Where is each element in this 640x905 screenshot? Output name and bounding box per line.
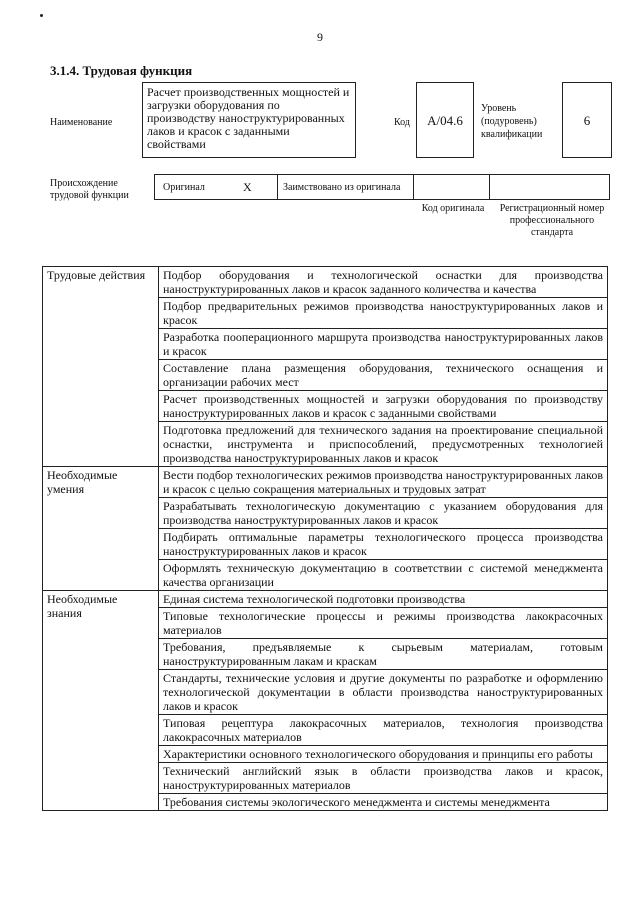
- table-row: Подбор оборудования и технологической оснастки для производства наноструктурированных лаков и красок заданного количества и качества: [163, 268, 603, 296]
- page-number: 9: [317, 30, 323, 44]
- code-value: А/04.6: [416, 82, 474, 158]
- original-mark: X: [243, 180, 252, 194]
- origin-box: [154, 174, 610, 200]
- group-required-skills: [43, 466, 607, 590]
- table-row: Характеристики основного технологического оборудования и принципы его работы: [159, 745, 607, 762]
- table-row: Требования, предъявляемые к сырьевым материалам, готовым наноструктурированным лакам и краскам: [159, 638, 607, 669]
- code-original-caption: Код оригинала: [421, 203, 485, 214]
- reg-number-caption: Регистрационный номер профессионального стандарта: [499, 203, 605, 238]
- table-row: Стандарты, технические условия и другие документы по разработке и оформлению технологической документации в области производства наноструктурированных лаков и красок: [159, 669, 607, 714]
- table-row: Единая система технологической подготовки производства: [163, 592, 466, 606]
- table-row: Оформлять техническую документацию в соответствии с системой менеджмента качества организации: [159, 559, 607, 590]
- group-required-knowledge: [43, 590, 607, 810]
- table-row: Технический английский язык в области производства лаков и красок, наноструктурированных материалов: [159, 762, 607, 793]
- borrowed-label: Заимствовано из оригинала: [283, 182, 401, 193]
- table-row: Подбор предварительных режимов производства наноструктурированных лаков и красок: [159, 297, 607, 328]
- function-name: Расчет производственных мощностей и загрузки оборудования по производству наноструктурированных лаков и красок с заданными свойствами: [142, 82, 356, 158]
- table-row: Подготовка предложений для технического задания на проектирование специальной оснастки, инструмента и приспособлений, предусмотренных технологией производства наноструктурированных лаков и красок: [159, 421, 607, 466]
- group-label: Необходимые знания: [43, 591, 159, 810]
- function-table: [42, 266, 608, 811]
- table-row: Расчет производственных мощностей и загрузки оборудования по производству наноструктурированных лаков и красок с заданными свойствами: [159, 390, 607, 421]
- group-label: Трудовые действия: [43, 267, 159, 466]
- original-label: Оригинал: [163, 182, 205, 193]
- table-row: Составление плана размещения оборудования, технического оснащения и организации рабочих мест: [159, 359, 607, 390]
- table-row: Вести подбор технологических режимов производства наноструктурированных лаков и красок с целью сокращения материальных и трудовых затрат: [163, 468, 603, 496]
- code-label: Код: [394, 117, 410, 128]
- page-mark: [40, 14, 43, 17]
- section-title: 3.1.4. Трудовая функция: [50, 63, 193, 78]
- table-row: Типовые технологические процессы и режимы производства лакокрасочных материалов: [159, 607, 607, 638]
- group-labor-actions: [43, 267, 607, 466]
- table-row: Типовая рецептура лакокрасочных материалов, технология производства лакокрасочных материалов: [159, 714, 607, 745]
- origin-label: Происхождение трудовой функции: [50, 178, 129, 201]
- level-label: Уровень (подуровень) квалификации: [481, 103, 543, 140]
- group-label: Необходимые умения: [43, 467, 159, 590]
- table-row: Разработка пооперационного маршрута производства наноструктурированных лаков и красок: [159, 328, 607, 359]
- level-value: 6: [562, 82, 612, 158]
- name-label: Наименование: [50, 117, 113, 128]
- table-row: Требования системы экологического менеджмента и системы менеджмента: [159, 793, 607, 810]
- table-row: Подбирать оптимальные параметры технологического процесса производства наноструктурированных лаков и красок: [159, 528, 607, 559]
- table-row: Разрабатывать технологическую документацию с указанием оборудования для производства наноструктурированных лаков и красок: [159, 497, 607, 528]
